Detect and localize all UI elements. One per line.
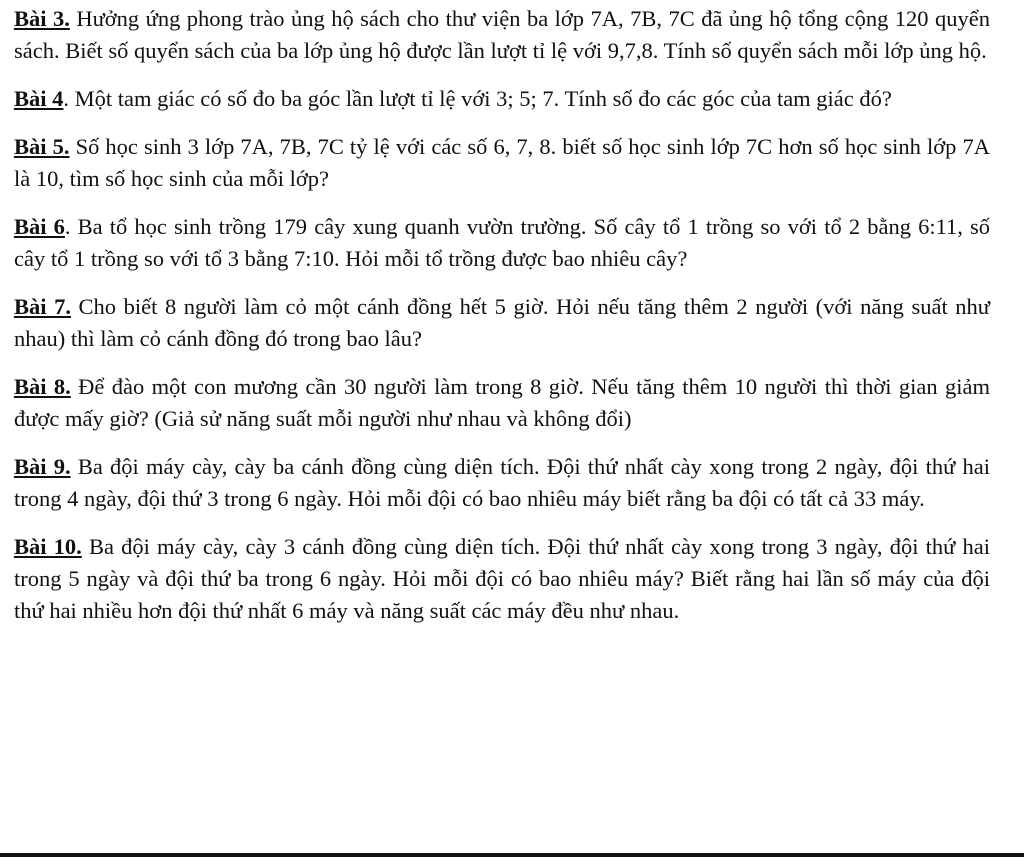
problem-text: Số học sinh 3 lớp 7A, 7B, 7C tỷ lệ với các số 6, 7, 8. biết số học sinh lớp 7C hơn số học sinh lớp 7A là 10, tìm số học sinh của mỗi lớp? bbox=[14, 134, 991, 191]
problem-text: Hưởng ứng phong trào ủng hộ sách cho thư viện ba lớp 7A, 7B, 7C đã ủng hộ tổng cộng 120 quyển sách. Biết số quyển sách của ba lớp ủng hộ được lần lượt tỉ lệ với 9,7,8. Tính số quyển sách mỗi lớp ủng hộ. bbox=[14, 6, 990, 63]
bottom-border-line bbox=[0, 853, 1024, 857]
problem-label: Bài 8. bbox=[14, 374, 71, 399]
problem-label: Bài 6 bbox=[14, 214, 65, 239]
problem-10 bbox=[14, 531, 990, 627]
problem-5 bbox=[14, 131, 990, 195]
problem-label: Bài 7. bbox=[14, 294, 71, 319]
problem-9 bbox=[14, 451, 990, 515]
problem-label: Bài 10. bbox=[14, 534, 82, 559]
problem-text: Cho biết 8 người làm cỏ một cánh đồng hết 5 giờ. Hỏi nếu tăng thêm 2 người (với năng suất như nhau) thì làm cỏ cánh đồng đó trong bao lâu? bbox=[14, 294, 990, 351]
problem-text: Để đào một con mương cần 30 người làm trong 8 giờ. Nếu tăng thêm 10 người thì thời gian giảm được mấy giờ? (Giả sử năng suất mỗi người như nhau và không đổi) bbox=[14, 374, 990, 431]
problem-text: Ba đội máy cày, cày 3 cánh đồng cùng diện tích. Đội thứ nhất cày xong trong 3 ngày, đội thứ hai trong 5 ngày và đội thứ ba trong 6 ngày. Hỏi mỗi đội có bao nhiêu máy? Biết rằng hai lần số máy của đội thứ hai nhiều hơn đội thứ nhất 6 máy và năng suất các máy đều như nhau. bbox=[14, 534, 990, 623]
problem-label: Bài 9. bbox=[14, 454, 71, 479]
problem-6 bbox=[14, 211, 990, 275]
problem-label: Bài 4 bbox=[14, 86, 64, 111]
problem-text: . Ba tổ học sinh trồng 179 cây xung quanh vườn trường. Số cây tổ 1 trồng so với tổ 2 bằng 6:11, số cây tổ 1 trồng so với tổ 3 bằng 7:10. Hỏi mỗi tổ trồng được bao nhiêu cây? bbox=[14, 214, 991, 271]
problem-8 bbox=[14, 371, 990, 435]
problem-3 bbox=[14, 3, 990, 67]
problem-text: . Một tam giác có số đo ba góc lần lượt tỉ lệ với 3; 5; 7. Tính số đo các góc của tam giác đó? bbox=[63, 86, 892, 111]
problem-text: Ba đội máy cày, cày ba cánh đồng cùng diện tích. Đội thứ nhất cày xong trong 2 ngày, đội thứ hai trong 4 ngày, đội thứ 3 trong 6 ngày. Hỏi mỗi đội có bao nhiêu máy biết rằng ba đội có tất cả 33 máy. bbox=[14, 454, 990, 511]
problem-label: Bài 5. bbox=[14, 134, 70, 159]
problem-7 bbox=[14, 291, 990, 355]
problem-label: Bài 3. bbox=[14, 6, 70, 31]
problem-4 bbox=[14, 83, 990, 115]
